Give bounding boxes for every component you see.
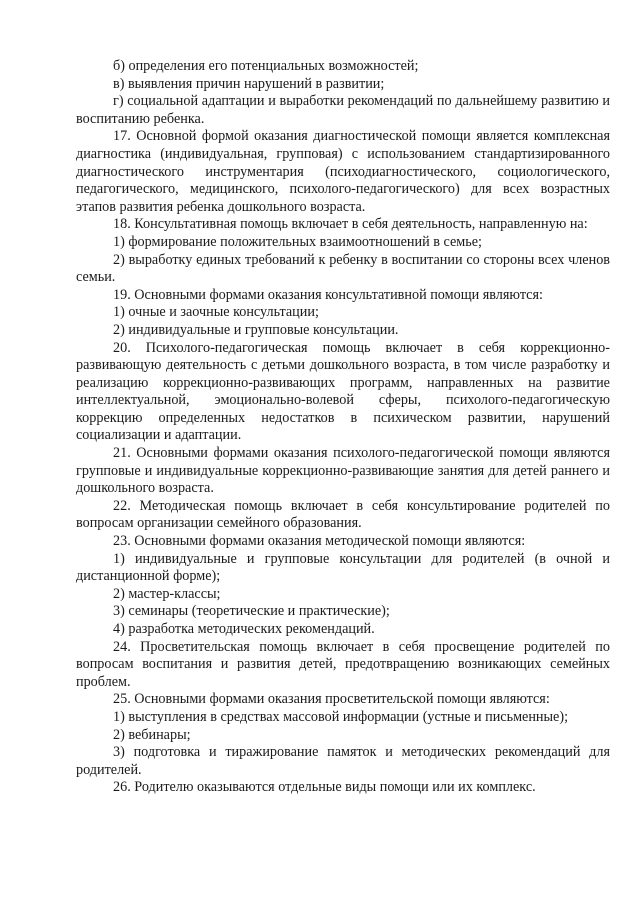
- paragraph-17: 17. Основной формой оказания диагностической помощи является комплексная диагностика (индивидуальная, групповая) с использованием стандартизированного диагностического инструментария (психодиагностического, социологического, педагогического, медицинского, психолого-педагогического) для всех возрастных этапов развития ребенка дошкольного возраста.: [76, 128, 610, 215]
- paragraph-19: 19. Основными формами оказания консультативной помощи являются:: [113, 286, 543, 303]
- list-item: 2) индивидуальные и групповые консультации.: [113, 321, 399, 338]
- list-item: 1) выступления в средствах массовой информации (устные и письменные);: [113, 708, 569, 725]
- paragraph-18: 18. Консультативная помощь включает в себя деятельность, направленную на:: [113, 216, 588, 233]
- list-item: 1) индивидуальные и групповые консультации для родителей (в очной и дистанционной форме);: [76, 550, 610, 585]
- list-item: 2) мастер-классы;: [113, 585, 221, 602]
- list-item: 1) формирование положительных взаимоотношений в семье;: [113, 233, 482, 250]
- list-item-b: б) определения его потенциальных возможностей;: [113, 58, 419, 74]
- paragraph-22: 22. Методическая помощь включает в себя консультирование родителей по вопросам организации семейного образования.: [76, 497, 610, 532]
- paragraph-25: 25. Основными формами оказания просветительской помощи являются:: [113, 691, 550, 708]
- document-page: [76, 58, 610, 797]
- list-item: 3) семинары (теоретические и практические);: [113, 603, 390, 620]
- list-item: 3) подготовка и тиражирование памяток и методических рекомендаций для родителей.: [76, 744, 610, 778]
- paragraph-20: 20. Психолого-педагогическая помощь включает в себя коррекционно-развивающую деятельность с детьми дошкольного возраста, в том числе разработку и реализацию коррекционно-развивающих программ, направленных на развитие интеллектуальной, эмоционально-волевой сферы, психолого-педагогическую коррекцию определенных недостатков в психическом развитии, нарушений социализации и адаптации.: [76, 339, 610, 444]
- list-item: 4) разработка методических рекомендаций.: [113, 621, 375, 637]
- paragraph-24: 24. Просветительская помощь включает в себя просвещение родителей по вопросам воспитания и развития детей, предотвращению возникающих семейных проблем.: [76, 638, 610, 690]
- paragraph-26: 26. Родителю оказываются отдельные виды помощи или их комплекс.: [113, 779, 536, 796]
- list-item: 2) выработку единых требований к ребенку в воспитании со стороны всех членов семьи.: [76, 251, 610, 286]
- list-item-g: г) социальной адаптации и выработки рекомендаций по дальнейшему развитию и воспитанию ребенка.: [76, 93, 610, 127]
- list-item-v: в) выявления причин нарушений в развитии;: [113, 75, 385, 92]
- list-item: 2) вебинары;: [113, 726, 191, 743]
- paragraph-21: 21. Основными формами оказания психолого-педагогической помощи являются групповые и индивидуальные коррекционно-развивающие занятия для детей раннего и дошкольного возраста.: [76, 445, 610, 497]
- paragraph-23: 23. Основными формами оказания методической помощи являются:: [113, 533, 526, 550]
- list-item: 1) очные и заочные консультации;: [113, 304, 319, 321]
